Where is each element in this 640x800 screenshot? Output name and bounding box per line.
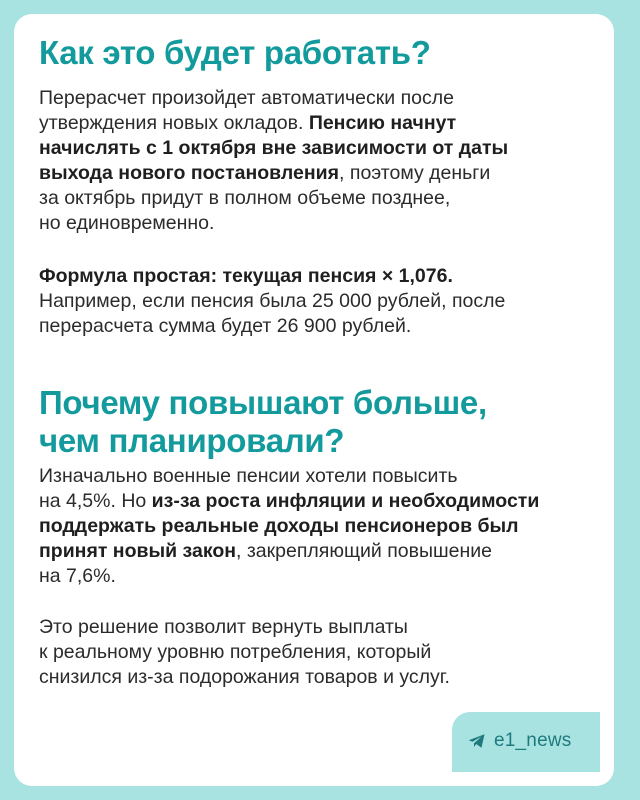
heading-line-2: чем планировали? <box>39 422 345 459</box>
telegram-icon <box>468 733 486 749</box>
text-segment: но единовременно. <box>39 212 215 234</box>
text-segment: на 4,5%. Но <box>39 490 152 512</box>
brand-telegram-link[interactable] <box>452 712 600 772</box>
heading-line-1: Почему повышают больше, <box>39 384 487 421</box>
bold-text: принят новый закон <box>39 540 237 562</box>
paragraph-formula <box>39 264 599 339</box>
bold-text: начислять с 1 октября вне зависимости от даты <box>39 137 509 159</box>
text-segment: снизился из-за подорожания товаров и услуг. <box>39 666 450 688</box>
text-segment: за октябрь придут в полном объеме позднее, <box>39 187 451 209</box>
brand-inner <box>468 730 571 752</box>
section-heading-why-raise <box>39 384 487 460</box>
text-segment: на 7,6%. <box>39 565 116 587</box>
text-segment: утверждения новых окладов. <box>39 112 309 134</box>
text-segment: перерасчета сумма будет 26 900 рублей. <box>39 315 412 337</box>
content-card <box>14 14 614 786</box>
text-segment: Перерасчет произойдет автоматически после <box>39 87 454 109</box>
bold-text: Формула простая: текущая пенсия × 1,076. <box>39 265 453 287</box>
text-segment: Например, если пенсия была 25 000 рублей, после <box>39 290 506 312</box>
bold-text: из-за роста инфляции и необходимости <box>151 490 540 512</box>
paragraph-decision <box>39 615 599 690</box>
section-heading-how-it-works: Как это будет работать? <box>39 34 431 71</box>
bold-text: Пенсию начнут <box>308 112 457 134</box>
paragraph-inflation <box>39 464 599 589</box>
text-segment: к реальному уровню потребления, который <box>39 641 432 663</box>
paragraph-recalculation <box>39 86 599 236</box>
text-segment: Это решение позволит вернуть выплаты <box>39 616 408 638</box>
bold-text: поддержать реальные доходы пенсионеров был <box>39 515 519 537</box>
text-segment: , закрепляющий повышение <box>236 540 493 562</box>
brand-name: e1_news <box>494 730 572 751</box>
text-segment: , поэтому деньги <box>339 162 491 184</box>
bold-text: выхода нового постановления <box>39 162 340 184</box>
text-segment: Изначально военные пенсии хотели повысить <box>39 465 458 487</box>
